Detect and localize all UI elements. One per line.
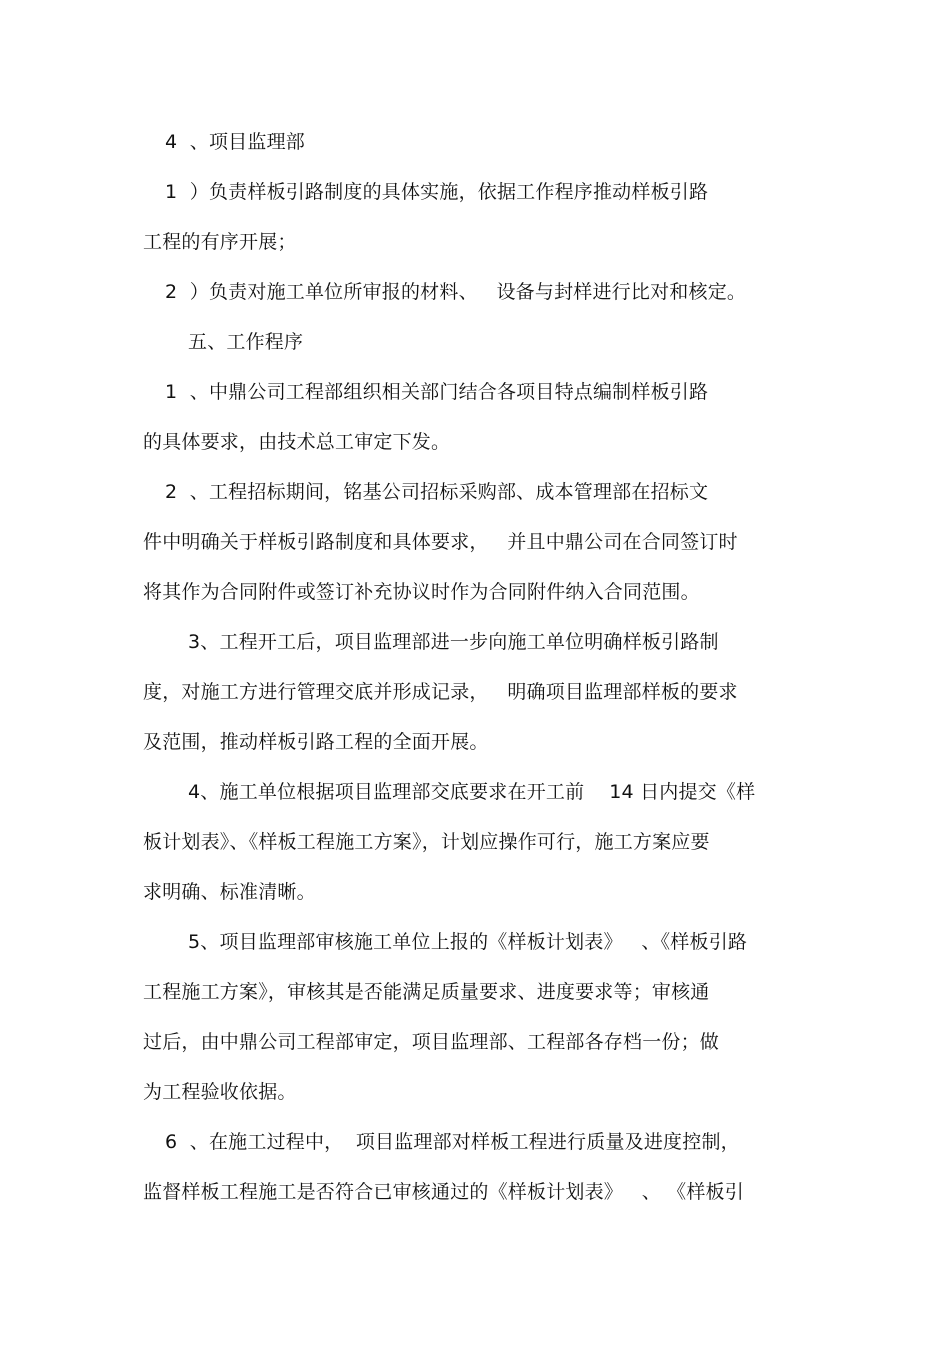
section-heading: 五、工作程序: [188, 331, 304, 353]
text-line: 板计划表》、《样板工程施工方案》，计划应操作可行，施工方案应要: [143, 831, 710, 853]
text-line: 3、工程开工后，项目监理部进一步向施工单位明确样板引路制: [188, 631, 719, 653]
text-line: 工程施工方案》，审核其是否能满足质量要求、进度要求等；审核通: [143, 981, 710, 1003]
text-line: 4 、项目监理部: [165, 131, 305, 153]
text-line: 1 、中鼎公司工程部组织相关部门结合各项目特点编制样板引路: [165, 381, 709, 403]
text-line: 及范围，推动样板引路工程的全面开展。: [143, 731, 489, 753]
text-line: 的具体要求，由技术总工审定下发。: [143, 431, 451, 453]
text-line: 求明确、标准清晰。: [143, 881, 316, 903]
text-line: 6 、在施工过程中， 项目监理部对样板工程进行质量及进度控制，: [165, 1131, 740, 1153]
text-line: 度，对施工方进行管理交底并形成记录， 明确项目监理部样板的要求: [143, 681, 738, 703]
text-line: 工程的有序开展；: [143, 231, 297, 253]
text-line: 监督样板工程施工是否符合已审核通过的《样板计划表》 、 《样板引: [143, 1181, 744, 1203]
text-line: 2 、工程招标期间，铭基公司招标采购部、成本管理部在招标文: [165, 481, 709, 503]
text-line: 4、施工单位根据项目监理部交底要求在开工前 14 日内提交《样: [188, 781, 756, 803]
text-line: 将其作为合同附件或签订补充协议时作为合同附件纳入合同范围。: [143, 581, 700, 603]
text-line: 2 ）负责对施工单位所审报的材料、 设备与封样进行比对和核定。: [165, 281, 747, 303]
text-line: 1 ）负责样板引路制度的具体实施，依据工作程序推动样板引路: [165, 181, 709, 203]
text-line: 为工程验收依据。: [143, 1081, 297, 1103]
text-line: 5、项目监理部审核施工单位上报的《样板计划表》 、《样板引路: [188, 931, 748, 953]
text-line: 过后，由中鼎公司工程部审定，项目监理部、工程部各存档一份；做: [143, 1031, 720, 1053]
text-line: 件中明确关于样板引路制度和具体要求， 并且中鼎公司在合同签订时: [143, 531, 738, 553]
